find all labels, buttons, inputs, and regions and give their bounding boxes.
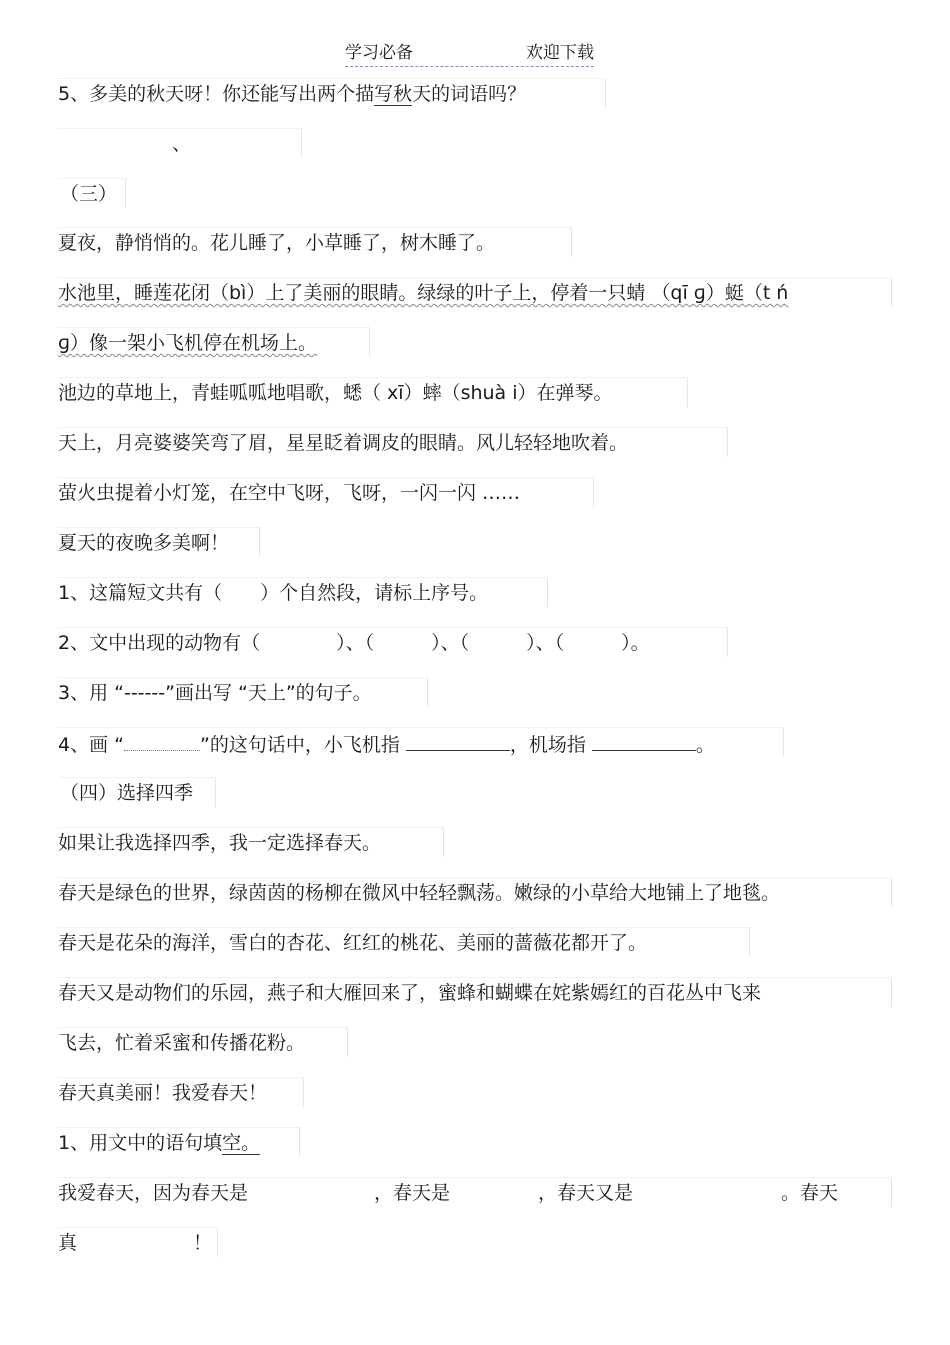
section-3-question-3: 3、用 “------”画出写 “天上”的句子。: [58, 677, 428, 707]
section-4-paragraph-4a: 春天又是动物们的乐园，燕子和大雁回来了，蜜蜂和蝴蝶在姹紫嫣红的百花丛中飞来: [58, 977, 892, 1007]
section-3-title: （三）: [60, 178, 126, 208]
section-4-question-1: 1、用文中的语句填空。: [58, 1127, 300, 1157]
section-4-paragraph-4b: 飞去，忙着采蜜和传播花粉。: [58, 1027, 348, 1057]
header-right: 欢迎下载: [526, 43, 594, 63]
section-4-title: （四）选择四季: [60, 777, 216, 807]
section-3-question-2: 2、文中出现的动物有（ ）、（ ）、（ ）、（ ）。: [58, 627, 728, 657]
question-5-answer-line: 、: [58, 128, 302, 158]
section-3-paragraph-5: 萤火虫提着小灯笼，在空中飞呀，飞呀，一闪一闪 ……: [58, 477, 594, 507]
section-3-paragraph-2b: ɡ）像一架小飞机停在机场上。: [58, 327, 370, 357]
answer-blank-airport[interactable]: [592, 728, 696, 751]
page-header: [345, 40, 594, 67]
section-4-paragraph-5: 春天真美丽！我爱春天！: [58, 1077, 304, 1107]
section-4-paragraph-1: 如果让我选择四季，我一定选择春天。: [58, 827, 444, 857]
section-4-fill-line-1: 我爱春天，因为春天是 ，春天是 ，春天又是 。春天: [58, 1177, 892, 1207]
section-3-paragraph-1: 夏夜，静悄悄的。花儿睡了，小草睡了，树木睡了。: [58, 227, 572, 257]
section-3-paragraph-6: 夏天的夜晚多美啊！: [58, 527, 260, 557]
question-5: 5、多美的秋天呀！你还能写出两个描写秋天的词语吗？: [58, 78, 606, 108]
section-4-paragraph-3: 春天是花朵的海洋，雪白的杏花、红红的桃花、美丽的蔷薇花都开了。: [58, 927, 750, 957]
section-3-paragraph-3: 池边的草地上，青蛙呱呱地唱歌，蟋（ xī）蟀（shuà i）在弹琴。: [58, 377, 688, 407]
section-3-paragraph-2a: 水池里，睡莲花闭（bì）上了美丽的眼睛。绿绿的叶子上，停着一只蜻 （qī ɡ）蜓（t ń: [58, 277, 892, 307]
section-3-paragraph-4: 天上，月亮婆婆笑弯了眉，星星眨着调皮的眼睛。风儿轻轻地吹着。: [58, 427, 728, 457]
section-4-fill-line-2: 真 ！: [58, 1227, 218, 1257]
wavy-line-sample: [124, 740, 200, 751]
answer-blank-plane[interactable]: [406, 728, 510, 751]
section-3-question-4: 4、画 “ ”的这句话中，小飞机指 ，机场指 。: [58, 727, 784, 757]
section-4-paragraph-2: 春天是绿色的世界，绿茵茵的杨柳在微风中轻轻飘荡。嫩绿的小草给大地铺上了地毯。: [58, 877, 892, 907]
header-left: 学习必备: [345, 43, 413, 63]
section-3-question-1: 1、这篇短文共有（ ）个自然段，请标上序号。: [58, 577, 548, 607]
